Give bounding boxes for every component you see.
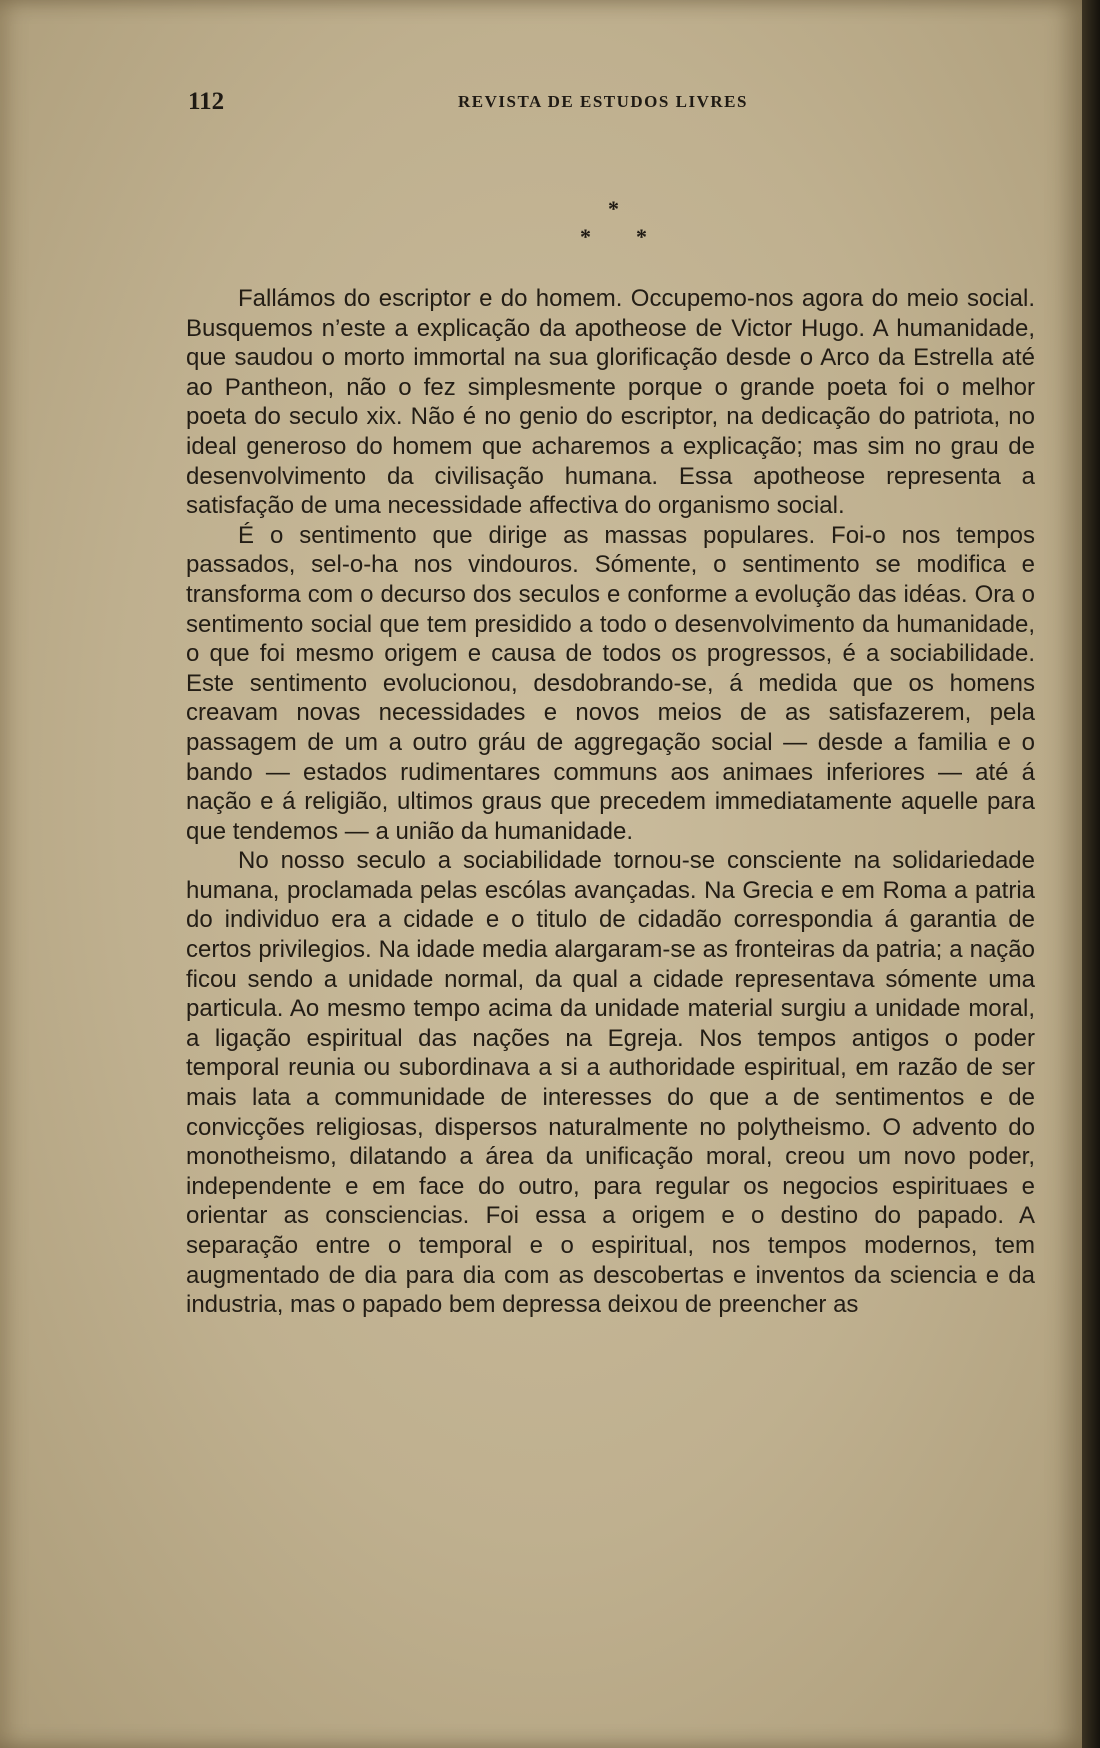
- running-head: [188, 88, 768, 128]
- paragraph: É o sentimento que dirige as massas populares. Foi-o nos tempos passados, sel-o-ha nos vindouros. Sómente, o sentimento se modifica e transforma com o decurso dos seculos e conforme a evolução das idéas. Ora o sentimento social que tem presidido a todo o desenvolvimento da humanidade, o que foi mesmo origem e causa de todos os progressos, é a sociabilidade. Este sentimento evolucionou, desdobrando-se, á medida que os homens creavam novas necessidades e novos meios de as satisfazerem, pela passagem de um a outro gráu de aggregação social — desde a familia e o bando — estados rudimentares communs aos animaes inferiores — até á nação e á religião, ultimos graus que precedem immediatamente aquelle para que tendemos — a união da humanidade.: [186, 521, 1035, 845]
- asterism-star: *: [608, 196, 619, 221]
- page-number: 112: [188, 88, 225, 115]
- journal-title: REVISTA DE ESTUDOS LIVRES: [458, 92, 748, 111]
- asterism-star: *: [580, 224, 591, 249]
- asterism-star: *: [636, 224, 647, 249]
- asterism-ornament: [580, 196, 670, 256]
- paragraph: No nosso seculo a sociabilidade tornou-se consciente na solidariedade humana, proclamada pelas escólas avançadas. Na Grecia e em Roma a patria do individuo era a cidade e o titulo de cidadão correspondia á garantia de certos privilegios. Na idade media alargaram-se as fronteiras da patria; a nação ficou sendo a unidade normal, da qual a cidade representava sómente uma particula. Ao mesmo tempo acima da unidade material surgiu a unidade moral, a ligação espiritual das nações na Egreja. Nos tempos antigos o poder temporal reunia ou subordinava a si a authoridade espiritual, em razão de ser mais lata a communidade de interesses do que a de sentimentos e de convicções religiosas, dispersos naturalmente no polytheismo. O advento do monotheismo, dilatando a área da unificação moral, creou um novo poder, independente e em face do outro, para regular os negocios espirituaes e orientar as consciencias. Foi essa a origem e o destino do papado. A separação entre o temporal e o espiritual, nos tempos modernos, tem augmentado de dia para dia com as descobertas e inventos da sciencia e da industria, mas o papado bem depressa deixou de preencher as: [186, 847, 1035, 1319]
- page-edge: [1082, 0, 1100, 1748]
- paragraph: Fallámos do escriptor e do homem. Occupemo-nos agora do meio social. Busquemos n’este a explicação da apotheose de Victor Hugo. A humanidade, que saudou o morto immortal na sua glorificação desde o Arco da Estrella até ao Pantheon, não o fez simplesmente porque o grande poeta foi o melhor poeta do seculo xix. Não é no genio do escriptor, na dedicação do patriota, no ideal generoso do homem que acharemos a explicação; mas sim no grau de desenvolvimento da civilisação humana. Essa apotheose representa a satisfação de uma necessidade affectiva do organismo social.: [186, 285, 1035, 520]
- body-text: [186, 284, 1035, 1320]
